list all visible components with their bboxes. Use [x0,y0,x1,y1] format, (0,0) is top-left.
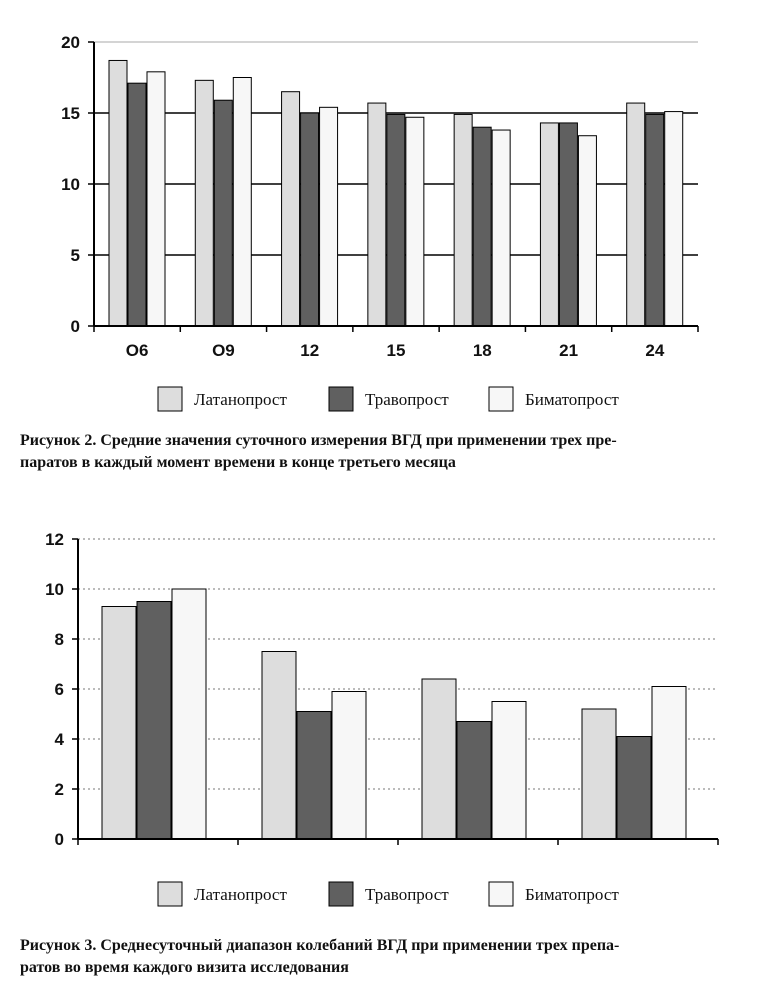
chart3-bar-s0-c3 [582,709,616,839]
chart2-ytick-label-2: 10 [61,175,80,194]
chart3-legend-swatch-1 [329,882,353,906]
chart3-bar-s2-c1 [332,692,366,840]
chart3-legend-label-0: Латанопрост [194,885,287,904]
chart2-bar-s0-c4 [454,114,472,326]
chart2-bar-s2-c4 [492,130,510,326]
chart2-legend-label-2: Биматопрост [525,390,619,409]
chart2-category-label-1: О9 [212,341,235,360]
chart2-bar-s2-c2 [320,107,338,326]
chart2-bar-s1-c3 [387,114,405,326]
chart2-legend-swatch-1 [329,387,353,411]
chart3-legend-label-1: Травопрост [365,885,449,904]
chart-2-svg [0,0,768,430]
chart3-bar-s1-c3 [617,737,651,840]
figure-3-caption [20,935,748,979]
chart2-legend-label-1: Травопрост [365,390,449,409]
chart2-bar-s1-c2 [301,113,319,326]
chart2-category-label-3: 15 [386,341,406,360]
chart3-legend-swatch-0 [158,882,182,906]
chart3-bar-s0-c2 [422,679,456,839]
chart-3-svg [0,500,768,935]
chart3-bar-s2-c0 [172,589,206,839]
chart2-category-label-5: 21 [559,341,579,360]
figure-3-caption-line-1: Рисунок 3. Среднесуточный диапазон колебаний ВГД при применении трех препа- [20,937,620,954]
chart3-bar-s1-c0 [137,602,171,840]
chart2-bar-s1-c1 [214,100,232,326]
chart3-ytick-label-2: 4 [54,730,64,749]
chart2-category-label-4: 18 [472,341,492,360]
chart2-bar-s1-c4 [473,127,491,326]
chart2-bar-s0-c5 [540,123,558,326]
chart3-ytick-label-1: 2 [54,780,64,799]
chart2-bar-s0-c2 [282,92,300,326]
chart2-ytick-label-0: 0 [70,317,80,336]
figure-3-caption-line-2: ратов во время каждого визита исследования [20,959,349,976]
chart2-category-label-2: 12 [300,341,320,360]
chart3-legend-swatch-2 [489,882,513,906]
chart3-ytick-label-3: 6 [54,680,64,699]
figure-2-caption-line-2: паратов в каждый момент времени в конце третьего месяца [20,454,456,471]
chart2-bar-s1-c6 [646,114,664,326]
chart2-bar-s2-c0 [147,72,165,326]
chart2-legend-swatch-0 [158,387,182,411]
chart3-ytick-label-0: 0 [54,830,64,849]
chart2-ytick-label-3: 15 [61,104,80,123]
chart2-ytick-label-1: 5 [70,246,80,265]
chart2-category-label-6: 24 [645,341,665,360]
chart3-ytick-label-5: 10 [45,580,64,599]
chart2-legend-swatch-2 [489,387,513,411]
chart2-bar-s2-c6 [665,112,683,326]
figure-2-caption [20,430,748,474]
chart2-bar-s2-c5 [578,136,596,326]
chart3-bar-s0-c1 [262,652,296,840]
chart2-bar-s0-c3 [368,103,386,326]
chart2-bar-s1-c0 [128,83,146,326]
chart2-bar-s0-c0 [109,60,127,326]
chart2-bar-s2-c3 [406,117,424,326]
chart2-bar-s1-c5 [559,123,577,326]
chart2-bar-s0-c1 [195,80,213,326]
chart2-bar-s0-c6 [627,103,645,326]
chart2-category-label-0: О6 [125,341,149,360]
chart2-bar-s2-c1 [233,78,251,327]
chart3-bar-s0-c0 [102,607,136,840]
chart3-ytick-label-4: 8 [54,630,64,649]
chart3-bar-s2-c2 [492,702,526,840]
chart2-ytick-label-4: 20 [61,33,80,52]
chart3-ytick-label-6: 12 [45,530,64,549]
chart3-bar-s1-c1 [297,712,331,840]
figure-2-caption-line-1: Рисунок 2. Средние значения суточного измерения ВГД при применении трех пре- [20,432,617,449]
chart3-legend-label-2: Биматопрост [525,885,619,904]
chart3-bar-s1-c2 [457,722,491,840]
chart2-legend-label-0: Латанопрост [194,390,287,409]
chart3-bar-s2-c3 [652,687,686,840]
figure-3 [0,500,768,993]
